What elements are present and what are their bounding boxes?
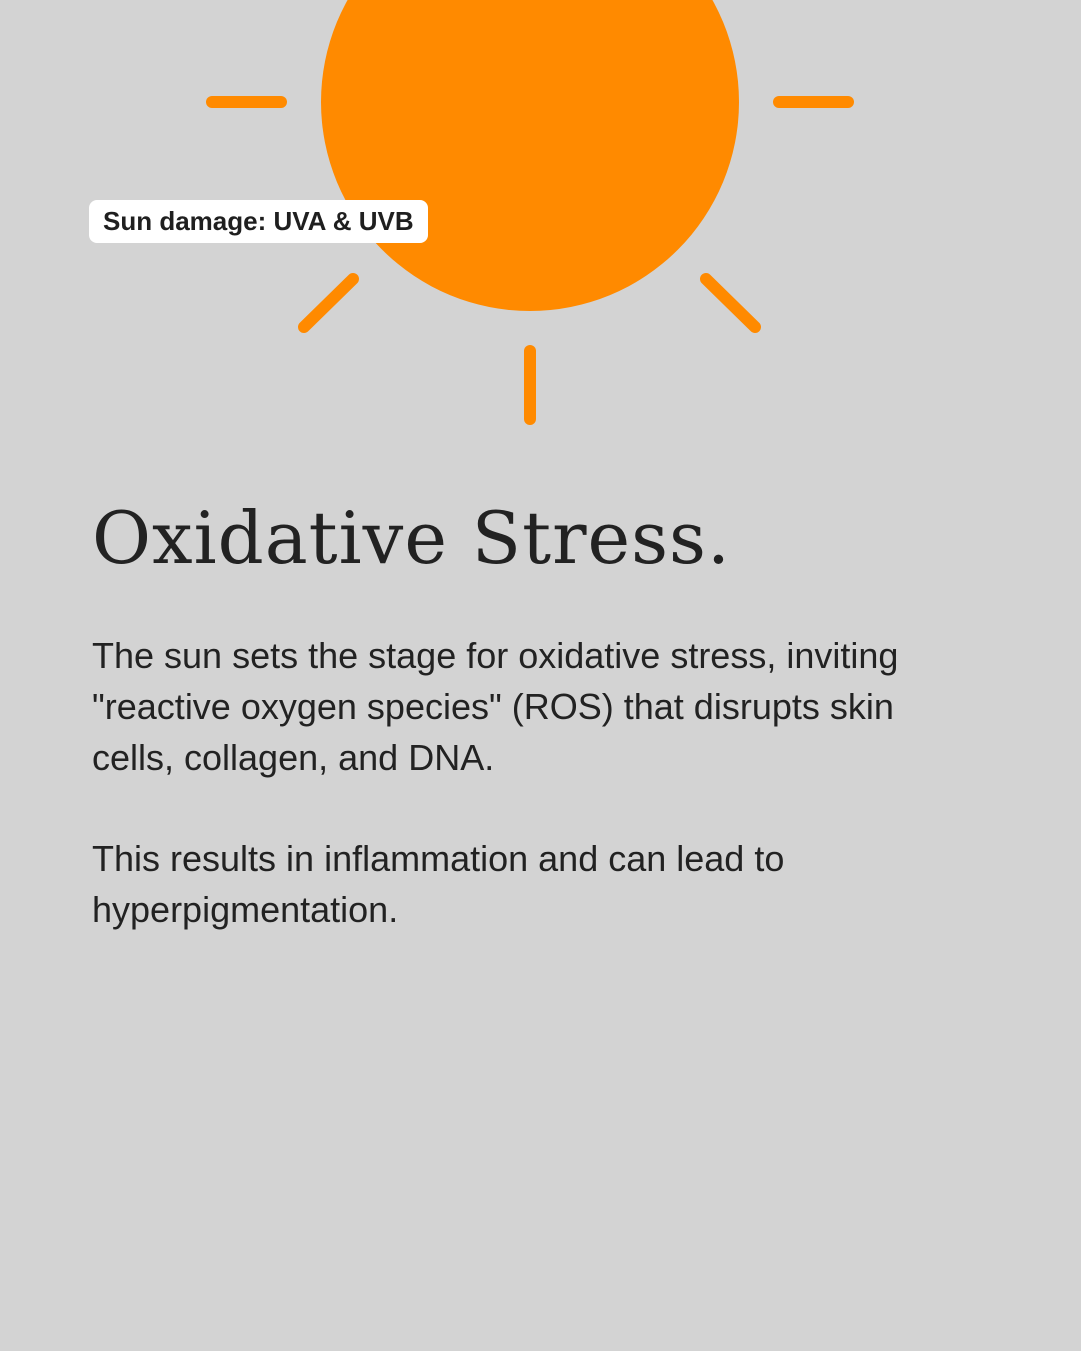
page-title: Oxidative Stress.	[92, 496, 731, 580]
body-paragraph-result: This results in inflammation and can lead to hyperpigmentation.	[92, 838, 785, 930]
sun-ray-lower-left	[304, 279, 353, 327]
sun-ray-lower-right	[706, 279, 755, 327]
body-paragraph-ros: The sun sets the stage for oxidative stress, inviting "reactive oxygen species" (ROS) that disrupts skin cells, collagen, and DNA.	[92, 635, 899, 778]
sun-disc	[321, 0, 739, 311]
sun-damage-tag: Sun damage: UVA & UVB	[89, 200, 428, 243]
